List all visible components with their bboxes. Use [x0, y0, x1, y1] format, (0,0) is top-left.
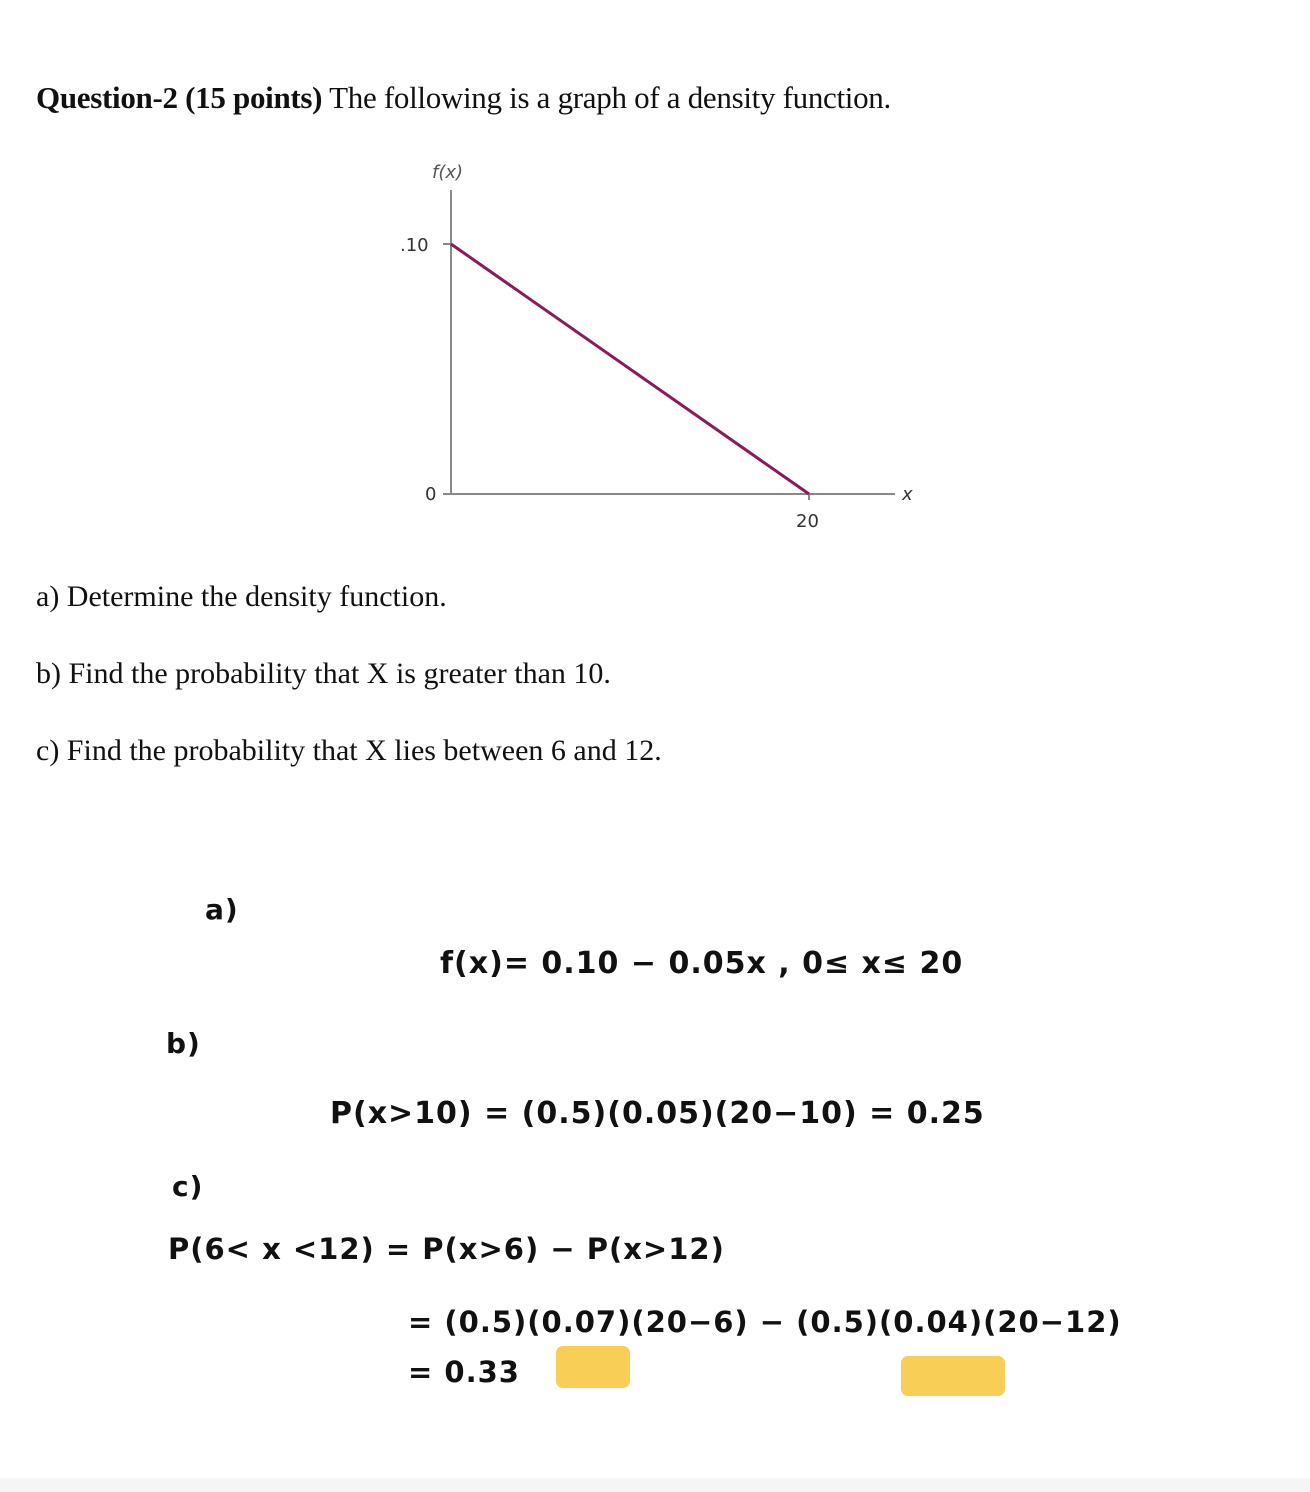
bottom-band [0, 1478, 1310, 1492]
answer-b-label: b) [166, 1027, 201, 1060]
answer-a-label: a) [205, 893, 239, 926]
highlight-mark [901, 1356, 1005, 1396]
y-tick-label-top: .10 [400, 235, 429, 256]
answer-c-line-1: P(6< x <12) = P(x>6) − P(x>12) [168, 1232, 725, 1266]
y-axis-label: f(x) [432, 162, 464, 183]
question-text: The following is a graph of a density function. [322, 80, 891, 115]
answer-a-equation: f(x)= 0.10 − 0.05x , 0≤ x≤ 20 [440, 946, 964, 981]
answer-c-label: c) [172, 1170, 204, 1203]
x-axis-label: x [902, 484, 913, 505]
part-a-text: a) Determine the density function. [36, 580, 447, 613]
answer-c-line-2: = (0.5)(0.07)(20−6) − (0.5)(0.04)(20−12) [408, 1305, 1122, 1339]
question-title [36, 80, 891, 116]
y-tick-label-zero: 0 [425, 484, 437, 505]
x-tick-label-20: 20 [796, 511, 819, 532]
highlight-mark [556, 1346, 630, 1388]
answer-b-equation: P(x>10) = (0.5)(0.05)(20−10) = 0.25 [330, 1096, 985, 1131]
part-b-text: b) Find the probability that X is greater than 10. [36, 657, 611, 690]
density-line [451, 244, 809, 494]
part-c-text: c) Find the probability that X lies between 6 and 12. [36, 734, 662, 767]
answer-c-line-3: = 0.33 [408, 1355, 520, 1389]
question-number: Question-2 (15 points) [36, 80, 323, 115]
